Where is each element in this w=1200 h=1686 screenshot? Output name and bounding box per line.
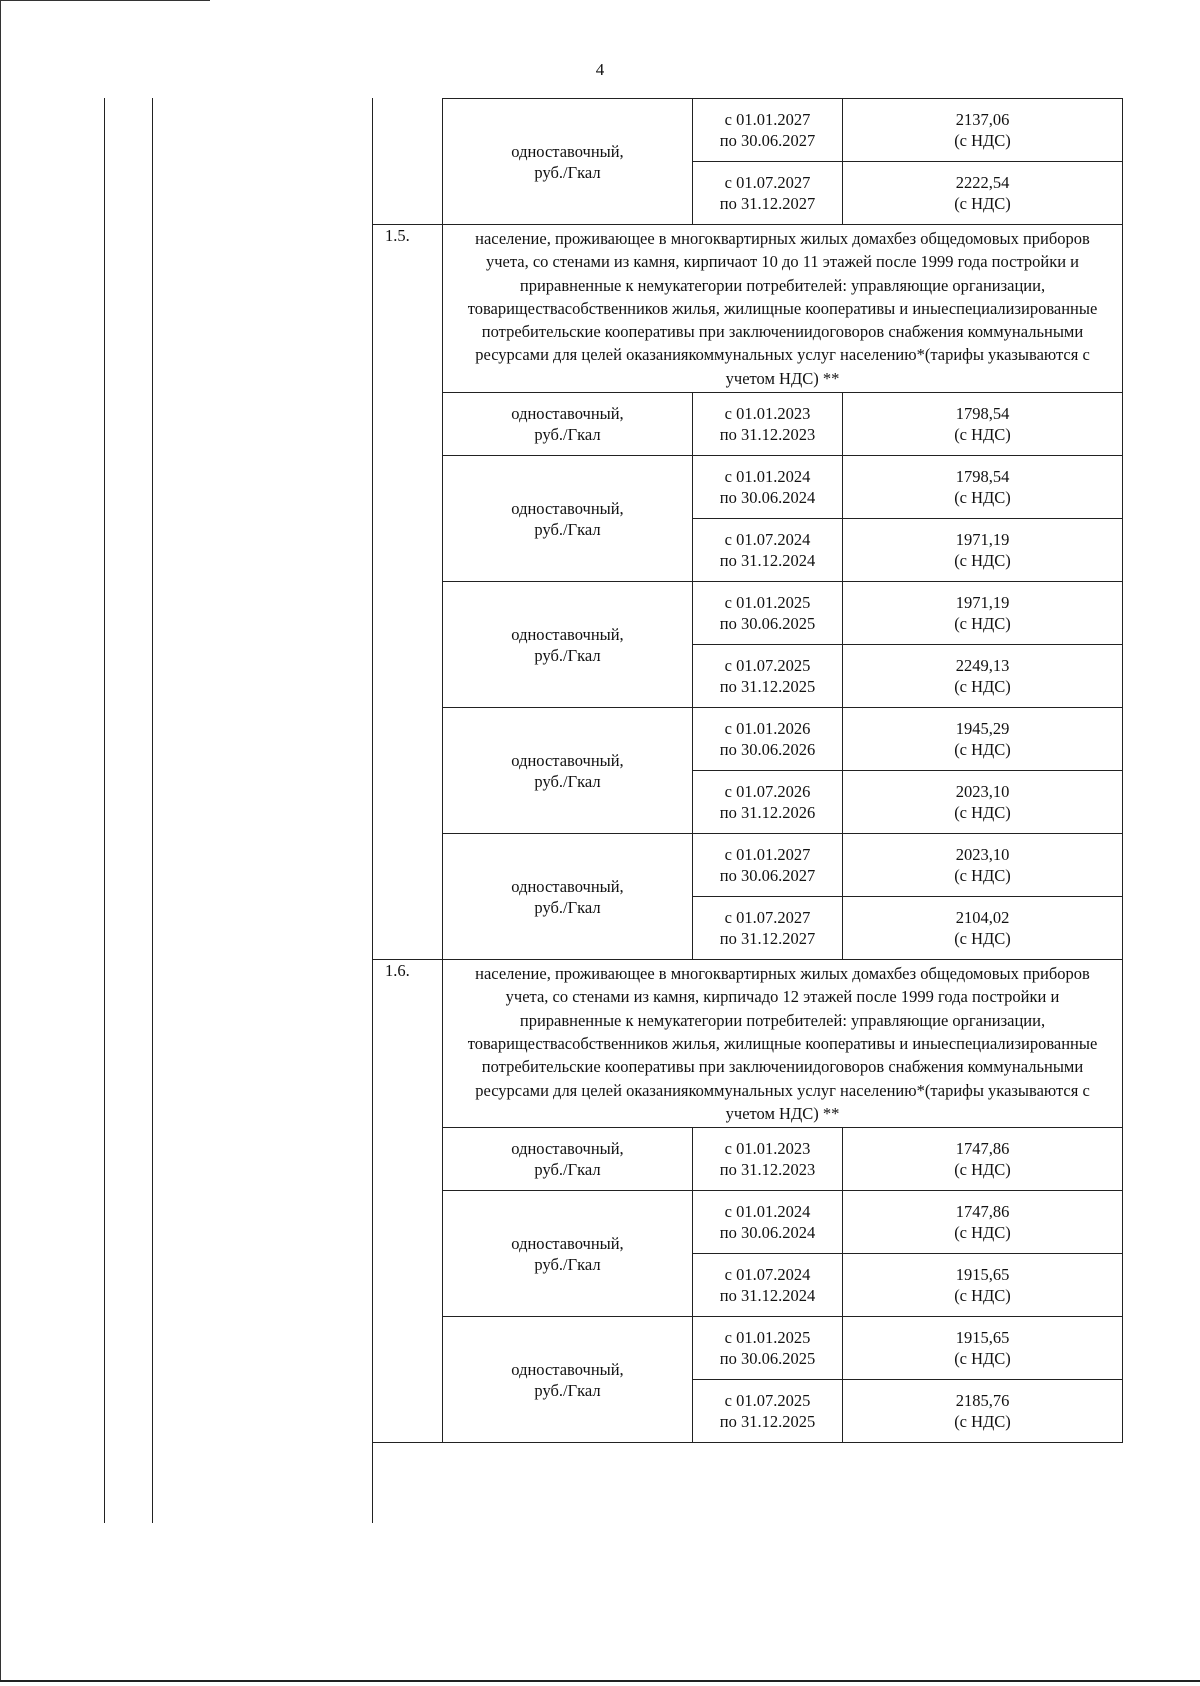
tariff-row bbox=[373, 1128, 1123, 1191]
tariff-type-line: руб./Гкал bbox=[534, 645, 601, 665]
tariff-type bbox=[443, 99, 693, 225]
period-cell bbox=[693, 1254, 843, 1317]
section-description-line: от 10 до 11 этажей после 1999 года постройки и приравненные к нему bbox=[519, 252, 1080, 295]
tariff-table bbox=[372, 98, 1123, 1443]
period-line: по 30.06.2025 bbox=[719, 614, 816, 634]
period-line: с 01.01.2024 bbox=[724, 467, 811, 487]
period-cell bbox=[693, 1380, 843, 1443]
period-line: с 01.07.2027 bbox=[724, 908, 811, 928]
price-cell bbox=[843, 1254, 1123, 1317]
price-line: (с НДС) bbox=[954, 1160, 1011, 1180]
price-line: (с НДС) bbox=[954, 929, 1011, 949]
section-description bbox=[443, 960, 1123, 1128]
price-cell bbox=[843, 834, 1123, 897]
period-line: с 01.07.2027 bbox=[724, 173, 811, 192]
section-number-cell bbox=[373, 771, 443, 834]
section-description-line: специализированные потребительские кооперативы при заключении bbox=[481, 298, 1098, 342]
price-line: (с НДС) bbox=[954, 1223, 1011, 1243]
period-line: с 01.01.2025 bbox=[724, 593, 811, 613]
price-line: 2104,02 bbox=[955, 908, 1010, 928]
section-number-cell bbox=[373, 645, 443, 708]
table-column-line bbox=[152, 98, 153, 1523]
section-header-row bbox=[373, 960, 1123, 1128]
period-line: с 01.01.2023 bbox=[724, 1139, 811, 1159]
section-description-line: (тарифы указываются с учетом НДС) ** bbox=[725, 1080, 1090, 1123]
section-number: 1.5. bbox=[373, 225, 443, 393]
scan-border-left bbox=[0, 0, 1, 1680]
section-description-line: собственников жилья, жилищные кооперативы и иные bbox=[564, 1033, 949, 1053]
price-line: 1747,86 bbox=[955, 1139, 1010, 1159]
period-line: с 01.07.2025 bbox=[724, 656, 811, 676]
price-line: 1798,54 bbox=[955, 404, 1010, 424]
price-cell bbox=[843, 456, 1123, 519]
period-cell bbox=[693, 771, 843, 834]
price-cell bbox=[843, 708, 1123, 771]
page-number: 4 bbox=[595, 60, 605, 79]
price-line: (с НДС) bbox=[954, 488, 1011, 508]
tariff-row bbox=[373, 582, 1123, 645]
period-cell bbox=[693, 1191, 843, 1254]
period-cell bbox=[693, 1128, 843, 1191]
price-line: 2023,10 bbox=[955, 782, 1010, 802]
tariff-row bbox=[373, 393, 1123, 456]
tariff-type-line: одноставочный, bbox=[511, 498, 624, 518]
tariff-type-line: руб./Гкал bbox=[534, 519, 601, 539]
tariff-row bbox=[373, 1317, 1123, 1380]
tariff-type-line: руб./Гкал bbox=[534, 425, 601, 445]
section-description-line: население, проживающее в многоквартирных жилых домах bbox=[475, 964, 894, 984]
tariff-type bbox=[443, 1128, 693, 1191]
tariff-type bbox=[443, 393, 693, 456]
tariff-document bbox=[104, 98, 1122, 1523]
period-line: по 30.06.2024 bbox=[719, 488, 816, 508]
price-line: 2222,54 bbox=[955, 173, 1010, 192]
price-line: (с НДС) bbox=[954, 1412, 1011, 1432]
section-number: 1.6. bbox=[373, 960, 443, 1128]
section-description-line: категории потребителей: управляющие организации, товарищества bbox=[467, 275, 1046, 318]
tariff-type-line: одноставочный, bbox=[511, 750, 624, 770]
section-description-line: категории потребителей: управляющие организации, товарищества bbox=[467, 1010, 1046, 1053]
section-description-line: без общедомовых приборов учета, со стенами из камня, кирпича bbox=[485, 229, 1090, 272]
price-line: 1971,19 bbox=[955, 530, 1010, 550]
price-cell bbox=[843, 771, 1123, 834]
section-header-row bbox=[373, 225, 1123, 393]
period-line: с 01.07.2026 bbox=[724, 782, 811, 802]
tariff-type bbox=[443, 456, 693, 582]
period-line: с 01.01.2026 bbox=[724, 719, 811, 739]
section-number-cell bbox=[373, 1380, 443, 1443]
price-line: (с НДС) bbox=[954, 551, 1011, 571]
table-column-line bbox=[104, 98, 105, 1523]
tariff-type-line: одноставочный, bbox=[511, 624, 624, 644]
tariff-type-line: одноставочный, bbox=[511, 1233, 624, 1253]
price-line: (с НДС) bbox=[954, 194, 1011, 213]
tariff-row bbox=[373, 834, 1123, 897]
period-line: с 01.01.2027 bbox=[724, 845, 811, 865]
tariff-type bbox=[443, 708, 693, 834]
tariff-row bbox=[373, 1191, 1123, 1254]
section-number-cell bbox=[373, 456, 443, 519]
price-line: (с НДС) bbox=[954, 740, 1011, 760]
tariff-type-line: руб./Гкал bbox=[534, 162, 601, 182]
period-cell bbox=[693, 645, 843, 708]
period-line: по 31.12.2026 bbox=[719, 803, 816, 823]
period-cell bbox=[693, 519, 843, 582]
period-cell bbox=[693, 834, 843, 897]
tariff-row bbox=[373, 99, 1123, 162]
tariff-type-line: одноставочный, bbox=[511, 1359, 624, 1379]
price-line: 1971,19 bbox=[955, 593, 1010, 613]
section-number-cell bbox=[373, 708, 443, 771]
period-line: по 31.12.2023 bbox=[719, 1160, 816, 1180]
period-cell bbox=[693, 99, 843, 162]
price-cell bbox=[843, 645, 1123, 708]
price-cell bbox=[843, 1191, 1123, 1254]
tariff-row bbox=[373, 708, 1123, 771]
period-line: с 01.01.2027 bbox=[724, 110, 811, 129]
period-line: по 31.12.2025 bbox=[719, 1412, 816, 1432]
tariff-type-line: одноставочный, bbox=[511, 876, 624, 896]
tariff-type bbox=[443, 834, 693, 960]
price-cell bbox=[843, 519, 1123, 582]
period-line: по 30.06.2024 bbox=[719, 1223, 816, 1243]
tariff-row bbox=[373, 456, 1123, 519]
price-line: (с НДС) bbox=[954, 614, 1011, 634]
price-cell bbox=[843, 393, 1123, 456]
tariff-type-line: руб./Гкал bbox=[534, 1160, 601, 1180]
price-line: (с НДС) bbox=[954, 425, 1011, 445]
section-description-line: собственников жилья, жилищные кооперативы и иные bbox=[564, 298, 949, 318]
tariff-type-line: руб./Гкал bbox=[534, 897, 601, 917]
tariff-type-line: руб./Гкал bbox=[534, 1254, 601, 1274]
period-line: по 31.12.2023 bbox=[719, 425, 816, 445]
tariff-type-line: руб./Гкал bbox=[534, 1380, 601, 1400]
section-description-line: договоров снабжения коммунальными ресурсами для целей оказания bbox=[475, 322, 1084, 365]
section-description-line: договоров снабжения коммунальными ресурсами для целей оказания bbox=[475, 1057, 1084, 1100]
price-cell bbox=[843, 162, 1123, 225]
period-line: по 30.06.2025 bbox=[719, 1349, 816, 1369]
tariff-type bbox=[443, 1191, 693, 1317]
period-cell bbox=[693, 393, 843, 456]
tariff-type-line: одноставочный, bbox=[511, 141, 624, 161]
period-line: с 01.01.2023 bbox=[724, 404, 811, 424]
period-cell bbox=[693, 708, 843, 771]
period-line: с 01.07.2024 bbox=[724, 1265, 811, 1285]
section-number-cell bbox=[373, 897, 443, 960]
period-line: по 31.12.2025 bbox=[719, 677, 816, 697]
period-line: по 31.12.2027 bbox=[719, 929, 816, 949]
section-number-cell bbox=[373, 519, 443, 582]
period-line: с 01.01.2024 bbox=[724, 1202, 811, 1222]
section-number-cell bbox=[373, 1191, 443, 1254]
section-description-line: коммунальных услуг населению* bbox=[688, 1080, 925, 1100]
price-line: 2185,76 bbox=[955, 1391, 1010, 1411]
section-number-cell bbox=[373, 1254, 443, 1317]
price-line: (с НДС) bbox=[954, 1286, 1011, 1306]
section-description-line: коммунальных услуг населению* bbox=[688, 345, 925, 365]
period-cell bbox=[693, 456, 843, 519]
tariff-type-line: одноставочный, bbox=[511, 1139, 624, 1159]
price-line: 1798,54 bbox=[955, 467, 1010, 487]
period-line: по 31.12.2024 bbox=[719, 1286, 816, 1306]
price-line: (с НДС) bbox=[954, 1349, 1011, 1369]
period-cell bbox=[693, 1317, 843, 1380]
period-line: по 30.06.2027 bbox=[719, 131, 816, 150]
price-line: (с НДС) bbox=[954, 803, 1011, 823]
period-line: по 31.12.2024 bbox=[719, 551, 816, 571]
period-line: по 31.12.2027 bbox=[719, 194, 816, 213]
price-line: 1915,65 bbox=[955, 1265, 1010, 1285]
period-line: с 01.01.2025 bbox=[724, 1328, 811, 1348]
period-line: с 01.07.2024 bbox=[724, 530, 811, 550]
section-description-line: (тарифы указываются с учетом НДС) ** bbox=[725, 345, 1090, 388]
price-line: 2249,13 bbox=[955, 656, 1010, 676]
price-line: (с НДС) bbox=[954, 131, 1011, 150]
section-number-cell bbox=[373, 582, 443, 645]
section-number-cell bbox=[373, 162, 443, 225]
tariff-type bbox=[443, 1317, 693, 1443]
section-number-cell bbox=[373, 393, 443, 456]
tariff-type-line: одноставочный, bbox=[511, 404, 624, 424]
period-line: по 30.06.2027 bbox=[719, 866, 816, 886]
section-description-line: население, проживающее в многоквартирных жилых домах bbox=[475, 229, 894, 248]
price-cell bbox=[843, 897, 1123, 960]
price-cell bbox=[843, 582, 1123, 645]
scan-border-bottom bbox=[0, 1680, 1200, 1682]
price-cell bbox=[843, 99, 1123, 162]
price-line: 1747,86 bbox=[955, 1202, 1010, 1222]
price-line: 1945,29 bbox=[955, 719, 1010, 739]
section-number-cell bbox=[373, 1128, 443, 1191]
section-description-line: специализированные потребительские кооперативы при заключении bbox=[481, 1033, 1098, 1077]
period-line: с 01.07.2025 bbox=[724, 1391, 811, 1411]
price-line: 2137,06 bbox=[955, 110, 1010, 129]
section-description-line: без общедомовых приборов учета, со стенами из камня, кирпича bbox=[505, 964, 1090, 1007]
period-cell bbox=[693, 582, 843, 645]
section-number-cell bbox=[373, 99, 443, 162]
price-cell bbox=[843, 1128, 1123, 1191]
period-line: по 30.06.2026 bbox=[719, 740, 816, 760]
price-line: 2023,10 bbox=[955, 845, 1010, 865]
section-description-line: до 12 этажей после 1999 года постройки и приравненные к нему bbox=[519, 987, 1060, 1030]
period-cell bbox=[693, 162, 843, 225]
tariff-type bbox=[443, 582, 693, 708]
section-description bbox=[443, 225, 1123, 393]
price-line: (с НДС) bbox=[954, 866, 1011, 886]
section-number-cell bbox=[373, 1317, 443, 1380]
price-line: (с НДС) bbox=[954, 677, 1011, 697]
period-cell bbox=[693, 897, 843, 960]
tariff-type-line: руб./Гкал bbox=[534, 771, 601, 791]
scan-border-top bbox=[0, 0, 210, 1]
price-cell bbox=[843, 1380, 1123, 1443]
price-cell bbox=[843, 1317, 1123, 1380]
section-number-cell bbox=[373, 834, 443, 897]
price-line: 1915,65 bbox=[955, 1328, 1010, 1348]
